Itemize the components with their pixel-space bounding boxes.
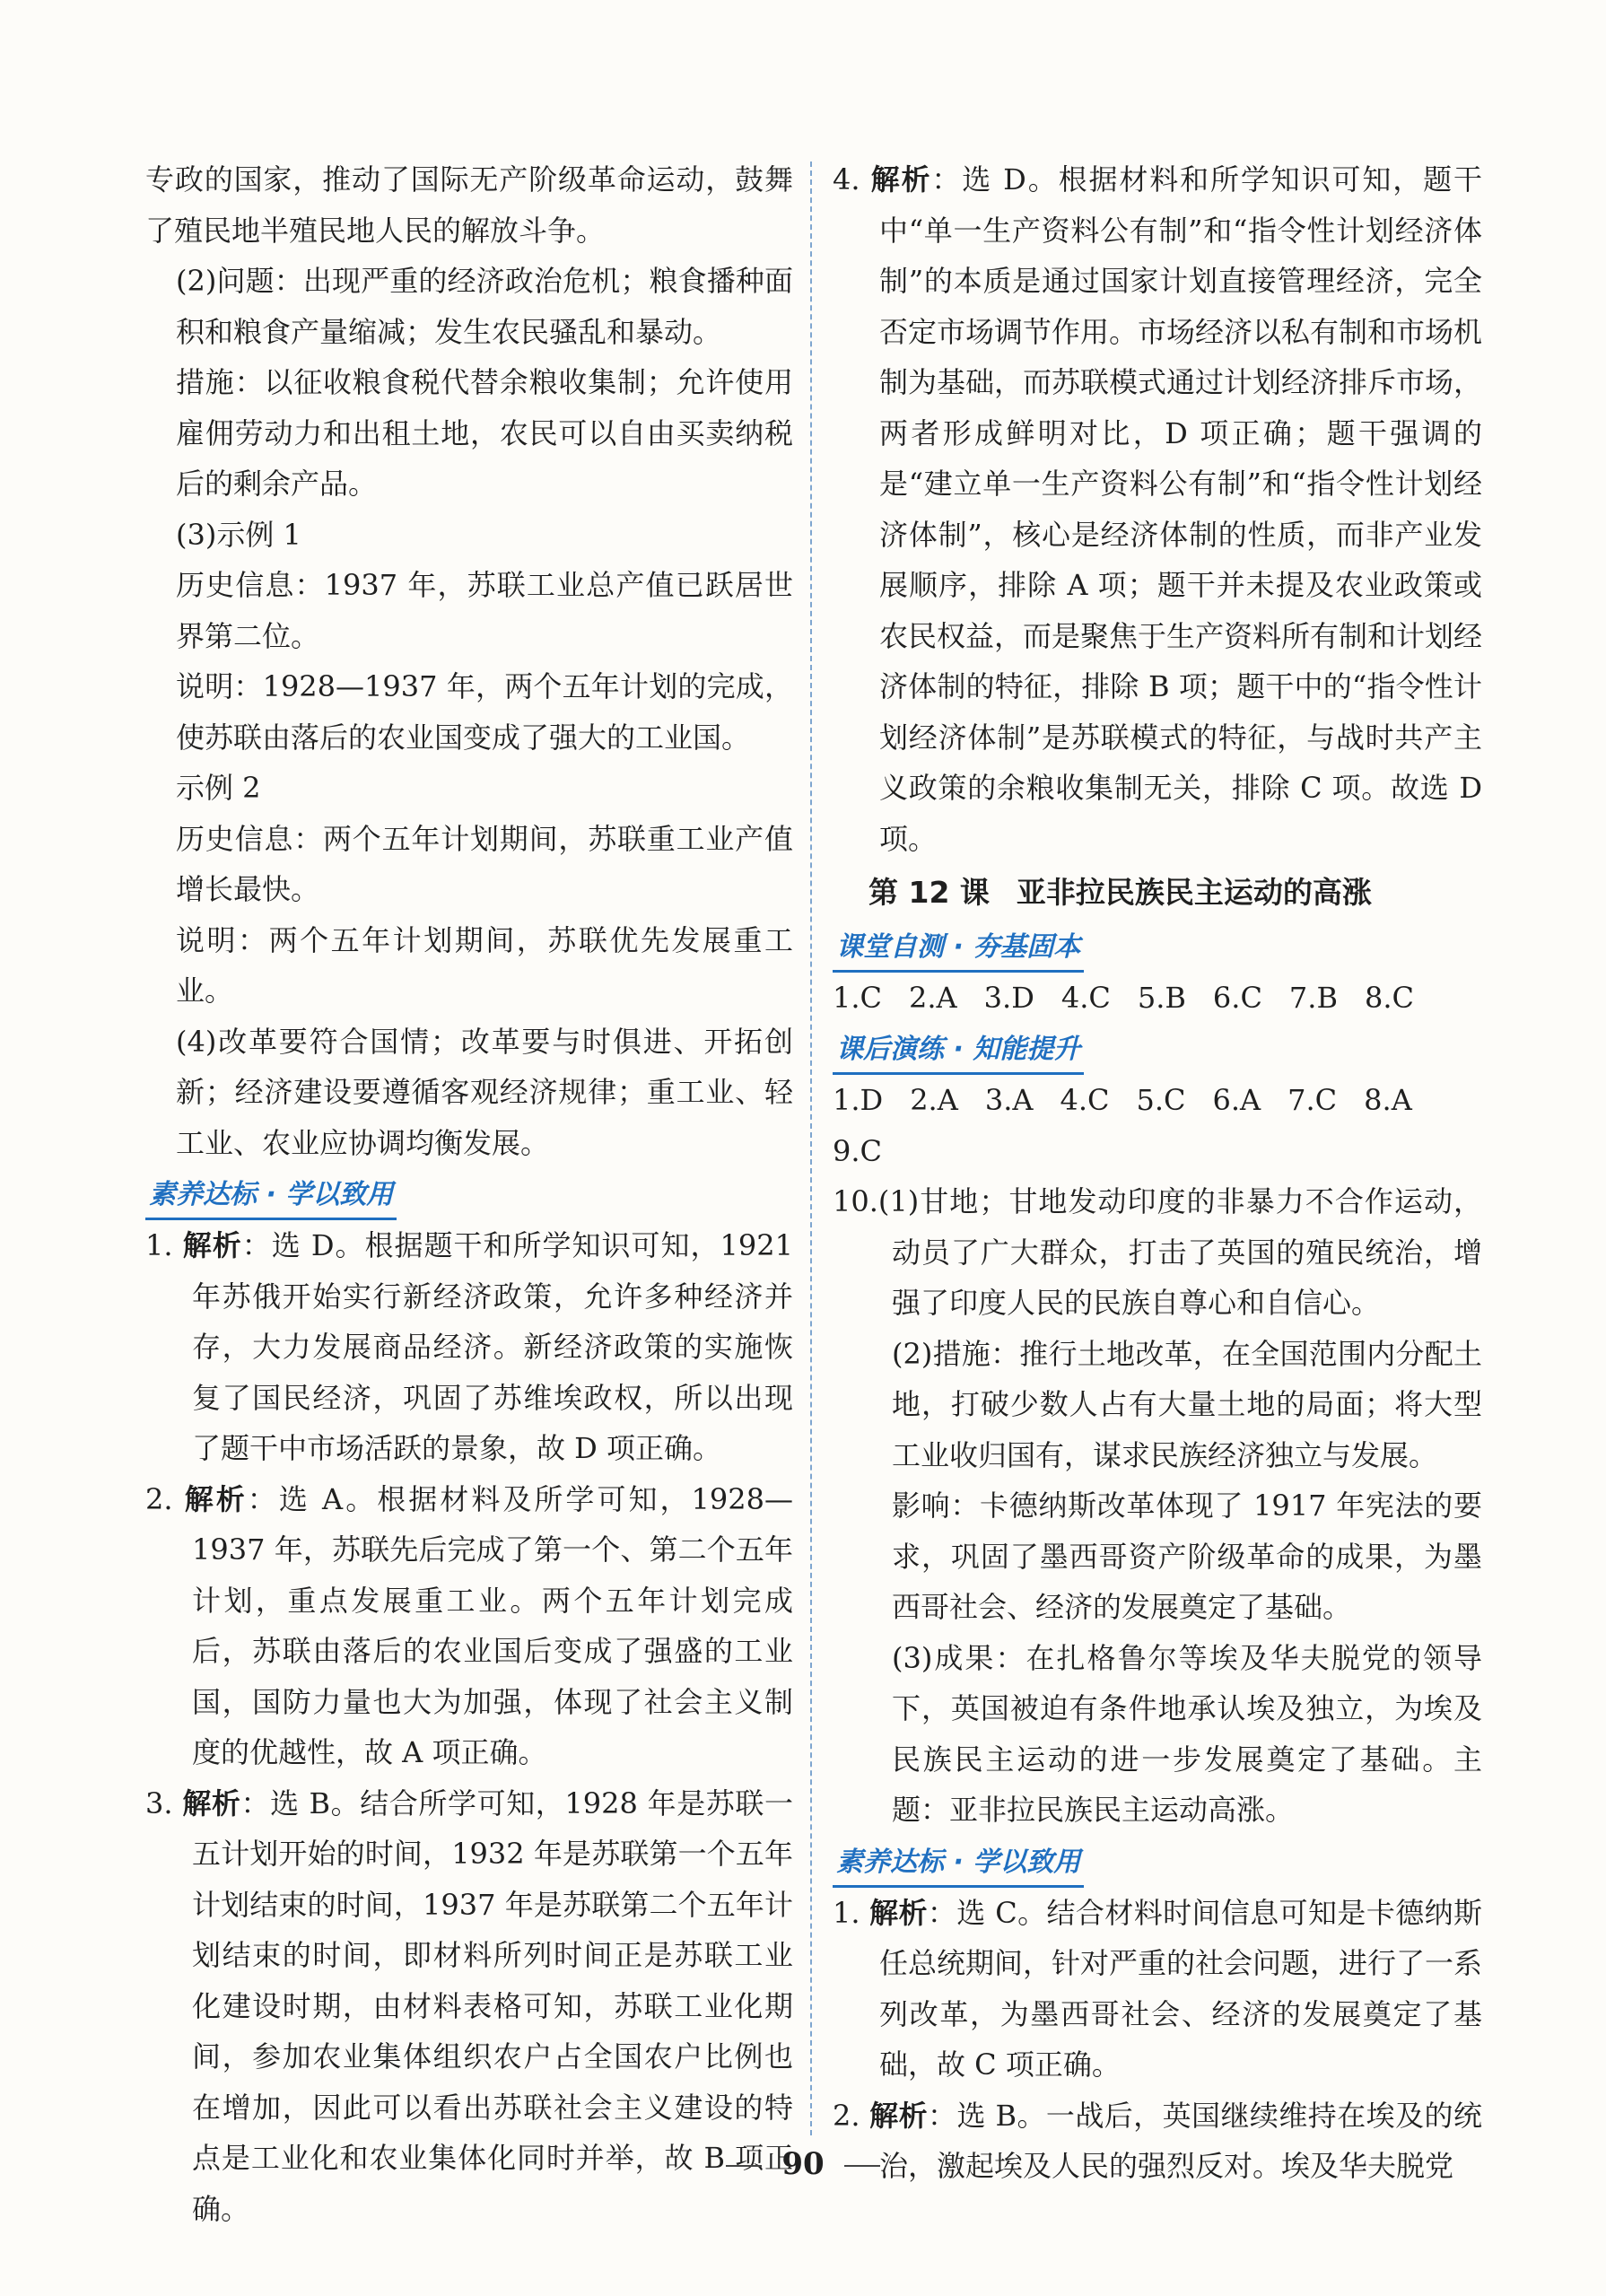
section-heading: 课后演练 · 知能提升 (833, 1027, 1084, 1075)
paragraph: (3)成果：在扎格鲁尔等埃及华夫脱党的领导下，英国被迫有条件地承认埃及独立，为埃及民族民主运动的进一步发展奠定了基础。主题：亚非拉民族民主运动高涨。 (892, 1640, 1482, 1827)
paragraph: (2)问题：出现严重的经济政治危机；粮食播种面积和粮食产量缩减；发生农民骚乱和暴动。 (176, 264, 793, 349)
section-heading: 课堂自测 · 夯基固本 (833, 925, 1084, 973)
paragraph: 说明：两个五年计划期间，苏联优先发展重工业。 (176, 922, 793, 1008)
paragraph: 历史信息：两个五年计划期间，苏联重工业产值增长最快。 (176, 821, 793, 906)
answer-item: 3. 解析：选 B。结合所学可知，1928 年是苏联一五计划开始的时间，1932 年是苏联第一个五年计划结束的时间，1937 年是苏联第二个五年计划结束的时间，即材料所列时间正是苏联工业化建设时期，由材料表格可知，苏联工业化期间，参加农业集体组织农户占全国农户比例也在增加，因此可以看出苏联社会主义建设的特点是工业化和农业集体化同时并举，故 B 项正确。 (145, 1785, 793, 2226)
paragraph: (2)措施：推行土地改革，在全国范围内分配土地，打破少数人占有大量土地的局面；将大型工业收归国有，谋求民族经济独立与发展。 (892, 1336, 1482, 1472)
answer-item: 1. 解析：选 D。根据题干和所学知识可知，1921 年苏俄开始实行新经济政策，允许多种经济并存，大力发展商品经济。新经济政策的实施恢复了国民经济，巩固了苏维埃政权，所以出现了题干中市场活跃的景象，故 D 项正确。 (145, 1228, 793, 1465)
paragraph: 历史信息：1937 年，苏联工业总产值已跃居世界第二位。 (176, 568, 793, 653)
column-divider (810, 162, 812, 2135)
paragraph: 专政的国家，推动了国际无产阶级革命运动，鼓舞了殖民地半殖民地人民的解放斗争。 (145, 162, 793, 248)
lesson-title: 第 12 课 亚非拉民族民主运动的高涨 (868, 875, 1372, 910)
answer-item: 1. 解析：选 C。结合材料时间信息可知是卡德纳斯任总统期间，针对严重的社会问题，进行了一系列改革，为墨西哥社会、经济的发展奠定了基础，故 C 项正确。 (833, 1895, 1483, 2082)
left-column (145, 154, 793, 2234)
page-number: 90 (0, 2146, 1606, 2182)
right-column (833, 154, 1482, 2192)
answer-item: 2. 解析：选 B。一战后，英国继续维持在埃及的统治，激起埃及人民的强烈反对。埃及华夫脱党 (833, 2098, 1482, 2183)
section-heading: 素养达标 · 学以致用 (145, 1173, 397, 1220)
answer-item: 2. 解析：选 A。根据材料及所学可知，1928—1937 年，苏联先后完成了第一个、第二个五年计划，重点发展重工业。两个五年计划完成后，苏联由落后的农业国后变成了强盛的工业国，国防力量也大为加强，体现了社会主义制度的优越性，故 A 项正确。 (145, 1481, 793, 1769)
paragraph: 示例 2 (176, 771, 261, 805)
answer-item: 4. 解析：选 D。根据材料和所学知识可知，题干中“单一生产资料公有制”和“指令性计划经济体制”的本质是通过国家计划直接管理经济，完全否定市场调节作用。市场经济以私有制和市场机制为基础，而苏联模式通过计划经济排斥市场，两者形成鲜明对比，D 项正确；题干强调的是“建立单一生产资料公有制”和“指令性计划经济体制”，核心是经济体制的性质，而非产业发展顺序，排除 A 项；题干并未提及农业政策或农民权益，而是聚焦于生产资料所有制和计划经济体制的特征，排除 B 项；题干中的“指令性计划经济体制”是苏联模式的特征，与战时共产主义政策的余粮收集制无关，排除 C 项。故选 D 项。 (833, 162, 1483, 856)
paragraph: (4)改革要符合国情；改革要与时俱进、开拓创新；经济建设要遵循客观经济规律；重工业、轻工业、农业应协调均衡发展。 (176, 1024, 793, 1160)
paragraph: 影响：卡德纳斯改革体现了 1917 年宪法的要求，巩固了墨西哥资产阶级革命的成果，为墨西哥社会、经济的发展奠定了基础。 (892, 1488, 1482, 1624)
paragraph: 措施：以征收粮食税代替余粮收集制；允许使用雇佣劳动力和出租土地，农民可以自由买卖纳税后的剩余产品。 (176, 365, 793, 501)
paragraph: 说明：1928—1937 年，两个五年计划的完成，使苏联由落后的农业国变成了强大的工业国。 (176, 669, 793, 755)
paragraph: (3)示例 1 (176, 517, 301, 552)
answer-item: 10.(1)甘地；甘地发动印度的非暴力不合作运动，动员了广大群众，打击了英国的殖民统治，增强了印度人民的民族自尊心和自信心。 (833, 1184, 1482, 1320)
section-heading: 素养达标 · 学以致用 (833, 1840, 1084, 1888)
answer-list: 1.D 2.A 3.A 4.C 5.C 6.A 7.C 8.A (833, 1083, 1412, 1117)
answer-list: 9.C (833, 1133, 883, 1168)
answer-list: 1.C 2.A 3.D 4.C 5.B 6.C 7.B 8.C (833, 980, 1414, 1015)
